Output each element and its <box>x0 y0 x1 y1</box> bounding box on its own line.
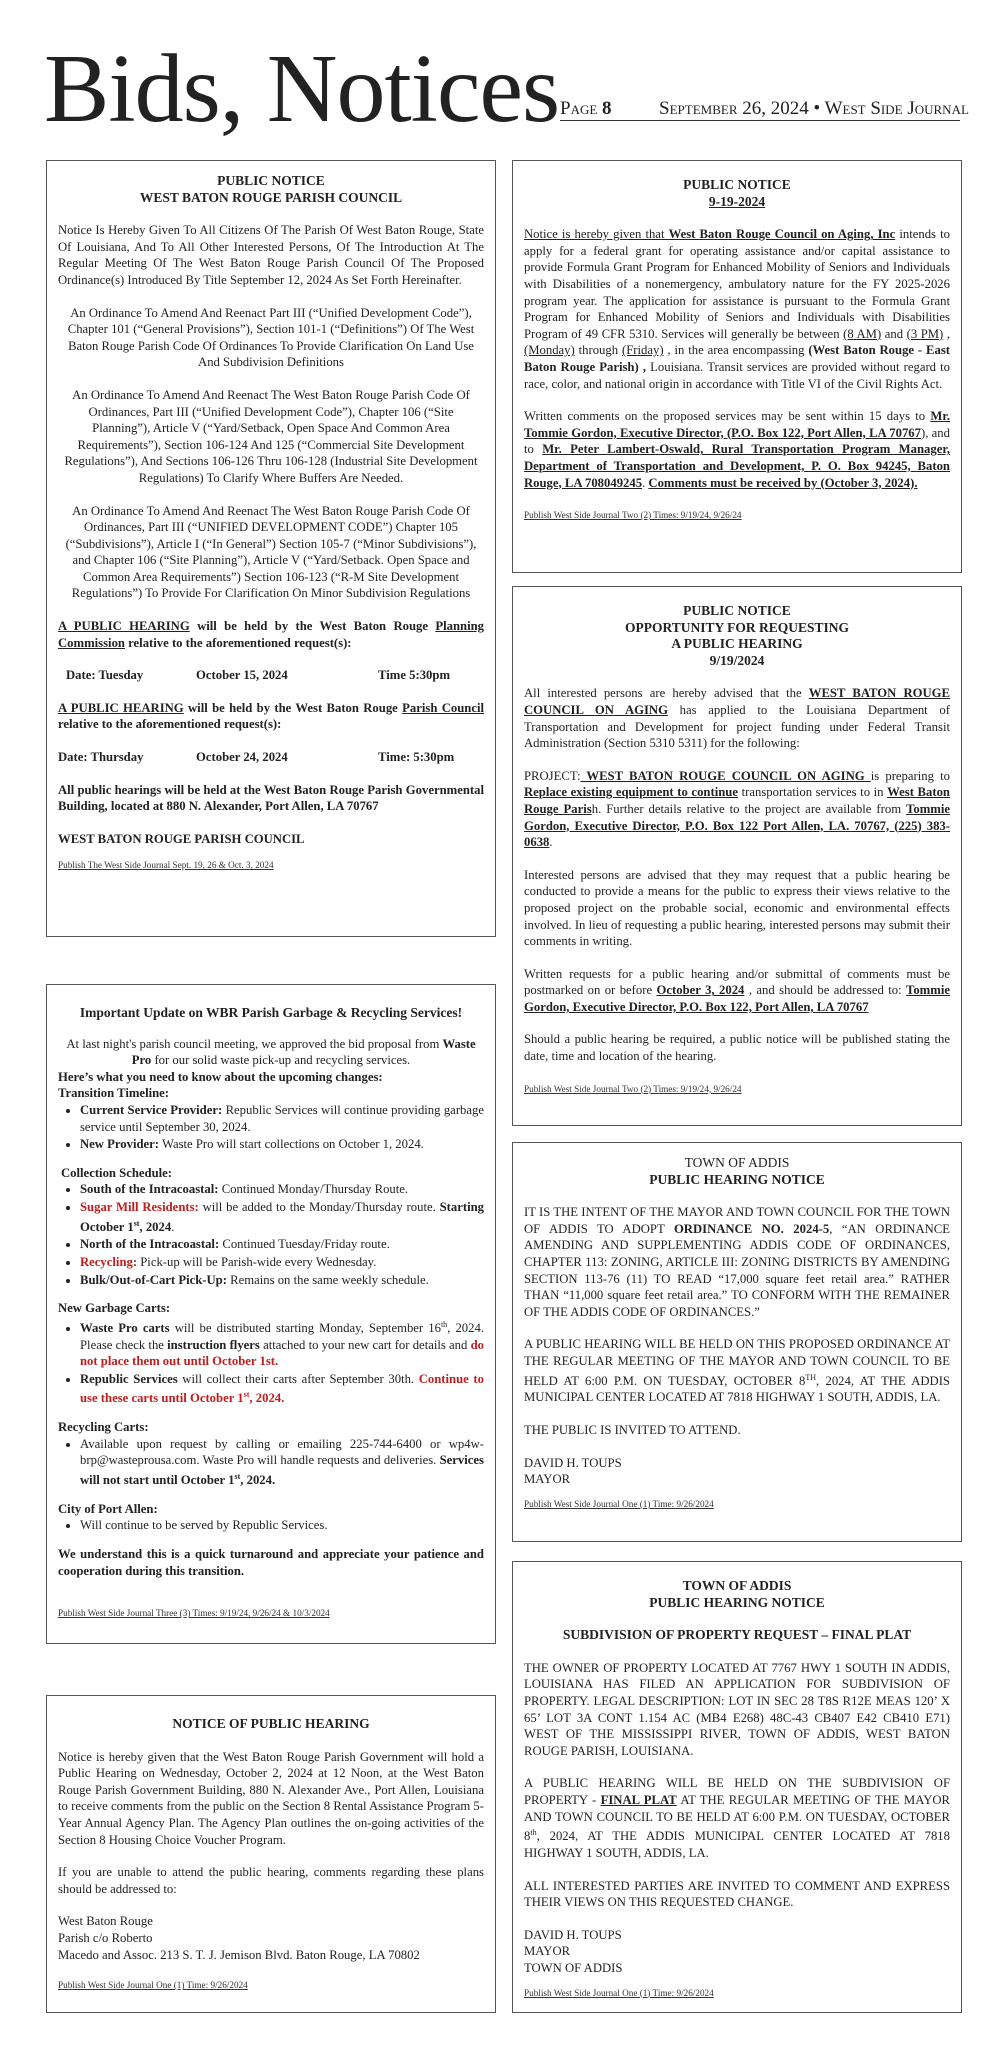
hearing-location: All public hearings will be held at the West Baton Rouge Parish Governmental Building, located at 880 N. Alexander, Port Allen, LA 70767 <box>58 782 484 814</box>
address-line: West Baton Rouge <box>58 1914 153 1929</box>
list-item <box>80 1371 484 1407</box>
text: Waste Pro <box>131 1036 476 1068</box>
text: do not place them out until October 1st. <box>80 1337 484 1369</box>
hearing-lead: A PUBLIC HEARING <box>58 700 184 715</box>
hearing-text: will be held by the West Baton Rouge <box>189 619 436 634</box>
text: FINAL PLAT <box>600 1792 677 1807</box>
text: transportation services to in <box>737 785 888 800</box>
text: h. Further details relative to the project are available from <box>591 801 907 816</box>
text: for our solid waste pick-up and recycling services. <box>151 1053 411 1068</box>
text: Replace existing equipment to continue <box>524 785 738 800</box>
text: and <box>881 326 907 341</box>
hearing-text: will be held by the West Baton Rouge <box>183 700 403 715</box>
text: Comments must be received by (October 3, 2024). <box>648 475 918 490</box>
text: , 2024. Please check the <box>80 1320 485 1352</box>
notice-body-1: Notice is hereby given that the West Baton Rouge Parish Government will hold a Public Hearing on Wednesday, October 2, 2024 at 12 Noon, at the West Baton Rouge Parish Government Building, 880 N. Alexander Ave., Port Allen, Louisiana to receive comments from the public on the Section 8 Rental Assistance Program 5-Year Annual Agency Plan. The Agency Plan outlines the on-going activities of the Section 8 Housing Choice Voucher Program. <box>58 1749 484 1847</box>
notice-addis-final-plat <box>512 1561 962 2013</box>
text: has applied to the Louisiana Department of Transportation and Development for project funding under Federal Transit Administration (Section 5310 5311) for the following: <box>524 702 950 751</box>
notice-body-5: Should a public hearing be required, a public notice will be published stating the date, time and location of the hearing. <box>524 1032 950 1064</box>
carts-list <box>58 1317 484 1407</box>
text: Starting October 1 <box>80 1199 484 1234</box>
hearing-body: Planning Commission <box>58 619 484 650</box>
text: st <box>133 1218 140 1228</box>
text: , in the area encompassing <box>663 343 809 358</box>
notice-subtitle: PUBLIC HEARING NOTICE <box>649 1594 825 1610</box>
text: , 2024, AT THE ADDIS MUNICIPAL CENTER LOCATED AT 7818 HIGHWAY 1 SOUTH, ADDIS, LA. <box>524 1373 950 1405</box>
text: intends to apply for a federal grant for operating assistance and/or capital assistance to provide Formula Grant Program for Enhanced Mobility of Seniors and Individuals with Disabilities of a nonemergency, ambulatory nature for the FY 2025-2026 program year. The application for assistance is pursuant to the Formula Grant Program for Enhanced Mobility of Seniors and Individuals with Disabilities Program of 49 CFR 5310. Services will generally be between <box>524 227 950 341</box>
notice-body-4 <box>524 966 950 1016</box>
text: (3 PM) <box>906 326 944 341</box>
signature: WEST BATON ROUGE PARISH COUNCIL <box>58 831 305 846</box>
timeline-list <box>58 1102 484 1153</box>
text: attached to your new cart for details and <box>259 1337 471 1352</box>
publish-line: Publish West Side Journal One (1) Time: 9/26/2024 <box>58 1980 248 1991</box>
list-item <box>80 1436 484 1489</box>
hearing-tail: relative to the aforementioned request(s): <box>58 717 282 732</box>
text: Written requests for a public hearing and/or submittal of comments must be postmarked on or before <box>524 966 950 998</box>
date-label: Date: Thursday <box>58 750 144 765</box>
notice-title: TOWN OF ADDIS <box>684 1155 790 1170</box>
hearing-planning-commission <box>58 618 484 651</box>
list-item <box>80 1272 484 1289</box>
hearing-date-row-2 <box>58 749 484 766</box>
list-item <box>80 1236 484 1253</box>
address-line: Parish c/o Roberto <box>58 1930 153 1945</box>
signature-org: TOWN OF ADDIS <box>524 1960 623 1975</box>
list-item <box>80 1102 484 1135</box>
text: , “AN ORDINANCE AMENDING AND SUPPLEMENTING ADDIS CODE OF ORDINANCES, CHAPTER 113: ZONING, ARTICLE III: ZONING DISTRICTS BY AMENDING SECTION 113-76 (11) TO READ “17,000 square feet retail area.” RATHER THAN “11,000 square feet retail area.” TO CONFORM WITH THE REMAINER OF THE ADDIS CODE OF ORDINANCES.” <box>524 1221 951 1319</box>
text: Notice is hereby given that <box>524 227 669 242</box>
text: st <box>243 1390 250 1400</box>
notice-subject: SUBDIVISION OF PROPERTY REQUEST – FINAL PLAT <box>562 1627 912 1643</box>
notice-body-3: ALL INTERESTED PARTIES ARE INVITED TO COMMENT AND EXPRESS THEIR VIEWS ON THIS REQUESTED CHANGE. <box>524 1878 950 1910</box>
text: Pick-up will be Parish-wide every Wednesday. <box>137 1254 377 1269</box>
text: West Baton Rouge Paris <box>524 785 950 816</box>
notice-title: Important Update on WBR Parish Garbage & Recycling Services! <box>79 1005 463 1020</box>
text: Mr. Peter Lambert-Oswald, Rural Transportation Program Manager, Department of Transportation and Development, P. O. Box 94245, Baton Rouge, LA 708049245 <box>524 442 950 490</box>
address-line: Macedo and Assoc. 213 S. T. J. Jemison Blvd. Baton Rouge, LA 70802 <box>58 1947 420 1962</box>
text: Services will not start until October 1 <box>80 1453 484 1488</box>
section-heading: Collection Schedule: <box>61 1165 173 1180</box>
publish-line: Publish West Side Journal One (1) Time: 9/26/2024 <box>524 1987 714 1998</box>
notice-body-1 <box>524 226 950 392</box>
section-heading: Transition Timeline: <box>58 1086 170 1101</box>
text: (8 AM) <box>843 326 882 341</box>
publish-line: Publish The West Side Journal Sept. 19, 26 & Oct. 3, 2024 <box>58 860 274 871</box>
hearing-lead: A PUBLIC HEARING <box>58 619 190 634</box>
list-item <box>80 1254 484 1271</box>
signature-name: DAVID H. TOUPS <box>524 1455 622 1470</box>
text: PROJECT: <box>524 768 581 783</box>
text: Republic Services will continue providing garbage service until September 30, 2024. <box>80 1102 484 1134</box>
text: will be added to the Monday/Thursday route. <box>198 1199 440 1214</box>
text: A PUBLIC HEARING WILL BE HELD ON THE SUBDIVISION OF PROPERTY - <box>524 1776 950 1807</box>
text: , 2024, AT THE ADDIS MUNICIPAL CENTER LOCATED AT 7818 HIGHWAY 1 SOUTH, ADDIS, LA. <box>524 1829 950 1860</box>
notice-body-2: If you are unable to attend the public hearing, comments regarding these plans should be addressed to: <box>58 1865 484 1896</box>
notice-opportunity-public-hearing <box>512 586 962 1126</box>
text: Continued Monday/Thursday Route. <box>218 1182 409 1197</box>
publish-line: Publish West Side Journal One (1) Time: 9/26/2024 <box>524 1498 714 1509</box>
text: (Monday) <box>524 343 575 358</box>
notice-title: PUBLIC NOTICE <box>217 173 325 188</box>
signature-title: MAYOR <box>524 1472 571 1487</box>
notice-addis-ordinance <box>512 1142 962 1542</box>
ordinance-3: An Ordinance To Amend And Reenact The West Baton Rouge Parish Code Of Ordinances, Part III (“UNIFIED DEVELOPMENT CODE”) Chapter 105 (“Subdivisions”), Article I (“In General”) Section 105-7 (“Minor Subdivisions”), and Chapter 106 (“Site Planning”), Article V (“Yard/Setback. Open Space and Common Area Requirements”) Section 106-123 (“R-M Site Development Regulations”) To Provide For Clarification On Minor Subdivision Regulations <box>65 503 477 601</box>
notice-subtitle: OPPORTUNITY FOR REQUESTING <box>624 619 850 635</box>
notice-parish-council <box>46 160 496 937</box>
text: West Baton Rouge Council on Aging, Inc <box>668 227 896 242</box>
schedule-list <box>58 1181 484 1288</box>
notice-body-1: THE OWNER OF PROPERTY LOCATED AT 7767 HWY 1 SOUTH IN ADDIS, LOUISIANA HAS FILED AN APPLICATION FOR SUBDIVISION OF PROPERTY. LEGAL DESCRIPTION: LOT IN SEC 28 T8S R12E MEAS 120’ X 65’ LOT 3A CONT 1.154 AC (MB4 E268) 48C-43 CB407 E42 CB410 E71) WEST OF THE MISSISSIPPI RIVER, TOWN OF ADDIS, WEST BATON ROUGE PARISH, LOUISIANA. <box>524 1660 950 1758</box>
text: WEST BATON ROUGE COUNCIL ON AGING <box>580 768 871 783</box>
text: will be distributed starting Monday, September 16 <box>169 1320 441 1335</box>
date-line: September 26, 2024 • West Side Journal <box>659 98 969 119</box>
text: (Friday) <box>621 343 664 358</box>
text: (West Baton Rouge - East Baton Rouge Parish) , <box>524 343 950 374</box>
text: , <box>943 326 951 341</box>
recycling-list <box>58 1436 484 1489</box>
text: ORDINANCE NO. 2024-5 <box>673 1221 830 1236</box>
page-meta <box>560 98 969 120</box>
text: Waste Pro carts <box>80 1320 170 1335</box>
masthead-rule <box>560 120 960 121</box>
text: instruction flyers <box>167 1337 260 1352</box>
text: WEST BATON ROUGE COUNCIL ON AGING <box>524 686 950 717</box>
text: . <box>549 835 553 850</box>
ordinance-1: An Ordinance To Amend And Reenact Part III (“Unified Development Code”), Chapter 101 (“General Provisions”), Section 101-1 (“Definitions”) Of The West Baton Rouge Parish Code Of Ordinances To Provide Clarification On Land Use And Subdivision Definitions <box>67 305 475 370</box>
section-heading: Recycling Carts: <box>58 1420 149 1435</box>
text: October 3, 2024 <box>656 983 745 998</box>
date-value: October 15, 2024 <box>196 668 288 683</box>
list-item <box>80 1199 484 1235</box>
notice-intro: Notice Is Hereby Given To All Citizens Of The Parish Of West Baton Rouge, State Of Louisiana, And To All Other Interested Persons, Of The Introduction At The Regular Meeting Of The West Baton Rouge Parish Council Of The Proposed Ordinance(s) Introduced By Title September 12, 2024 As Set Forth Hereinafter. <box>58 223 484 287</box>
text: , 2024. <box>249 1391 285 1406</box>
text: Mr. Tommie Gordon, Executive Director, (P.O. Box 122, Port Allen, LA 70767 <box>524 409 950 440</box>
hearing-tail: relative to the aforementioned request(s): <box>124 635 352 650</box>
text: All interested persons are hereby advised that the <box>524 686 809 701</box>
time-value: Time: 5:30pm <box>378 750 455 765</box>
notice-title: PUBLIC NOTICE <box>683 603 791 618</box>
text: , 2024 <box>139 1219 172 1234</box>
text: AT THE REGULAR MEETING OF THE MAYOR AND TOWN COUNCIL TO BE HELD AT 6:00 P.M. ON TUESDAY, OCTOBER 8 <box>524 1792 950 1844</box>
publish-line: Publish West Side Journal Two (2) Times: 9/19/24, 9/26/24 <box>524 1083 742 1094</box>
ordinance-2: An Ordinance To Amend And Reenact The West Baton Rouge Parish Code Of Ordinances, Part III (“Unified Development Code”), Chapter 106 (“Site Planning”), Article V (“Yard/Setback, Open Space And Common Area Requirements”), Section 106-124 And 125 (“Commercial Site Development Regulations”), And Sections 106-126 Thru 106-128 (Industrial Site Development Regulations) To Clarify Where Buffers Are Needed. <box>64 387 478 485</box>
notice-council-on-aging-grant <box>512 160 962 573</box>
notice-subtitle: 9-19-2024 <box>708 193 766 209</box>
notice-body-3: THE PUBLIC IS INVITED TO ATTEND. <box>524 1422 741 1437</box>
text: Waste Pro will start collections on October 1, 2024. <box>159 1137 424 1152</box>
closing-statement: We understand this is a quick turnaround and appreciate your patience and cooperation during this transition. <box>58 1546 484 1578</box>
text: Continue to use these carts until October 1 <box>80 1371 484 1406</box>
text: will collect their carts after September 30th. <box>177 1371 419 1386</box>
notice-body-1 <box>524 685 950 751</box>
notice-date: 9/19/2024 <box>709 652 765 668</box>
notice-body-2 <box>524 768 950 851</box>
notice-body-2 <box>524 1336 950 1406</box>
text: , 2024. <box>240 1473 276 1488</box>
notice-subtitle: PUBLIC HEARING NOTICE <box>649 1171 825 1187</box>
text: . <box>171 1219 175 1234</box>
text: Current Service Provider: <box>80 1102 223 1117</box>
page-number: 8 <box>602 98 612 119</box>
text: ), and to <box>524 425 950 457</box>
text: Bulk/Out-of-Cart Pick-Up: <box>80 1272 227 1287</box>
text: , and should be addressed to: <box>744 983 907 998</box>
text: is preparing to <box>870 768 950 783</box>
text: Louisiana. Transit services are provided without regard to race, color, and national origin in accordance with Title VI of the Civil Rights Act. <box>524 359 951 391</box>
notice-garbage-recycling-update <box>46 984 496 1644</box>
text: Continued Tuesday/Friday route. <box>219 1237 390 1252</box>
publish-line: Publish West Side Journal Two (2) Times: 9/19/24, 9/26/24 <box>524 510 742 521</box>
section-heading: City of Port Allen: <box>58 1501 158 1516</box>
text: Recycling: <box>80 1254 138 1269</box>
list-item <box>80 1181 484 1198</box>
port-allen-list <box>58 1517 484 1534</box>
section-heading: New Garbage Carts: <box>58 1301 171 1316</box>
text: Tommie Gordon, Executive Director, P.O. Box 122 Port Allen, LA. 70767, (225) 383-0638 <box>524 801 950 850</box>
text: th <box>530 1828 537 1838</box>
page-label: Page <box>560 98 598 119</box>
list-item <box>80 1317 484 1370</box>
text: TH <box>805 1372 816 1382</box>
text: through <box>574 343 622 358</box>
text: Republic Services <box>80 1371 178 1386</box>
notice-body-2 <box>524 1775 950 1861</box>
text: Tommie Gordon, Executive Director, P.O. Box 122, Port Allen, LA 70767 <box>524 983 950 1014</box>
notice-subtitle: A PUBLIC HEARING <box>671 636 803 652</box>
text: . <box>642 475 649 490</box>
text: South of the Intracoastal: <box>80 1182 219 1197</box>
text: Remains on the same weekly schedule. <box>226 1272 429 1287</box>
changes-heading: Here’s what you need to know about the upcoming changes: <box>58 1069 383 1084</box>
signature-name: DAVID H. TOUPS <box>524 1927 622 1942</box>
notice-intro <box>58 1036 484 1069</box>
text: th <box>440 1319 448 1329</box>
notice-subtitle: WEST BATON ROUGE PARISH COUNCIL <box>139 189 403 205</box>
list-item <box>80 1136 484 1153</box>
text: North of the Intracoastal: <box>80 1237 220 1252</box>
notice-title: PUBLIC NOTICE <box>683 177 791 192</box>
time-value: Time 5:30pm <box>378 668 451 683</box>
notice-title: NOTICE OF PUBLIC HEARING <box>172 1716 370 1731</box>
notice-body-2 <box>524 408 950 491</box>
hearing-body: Parish Council <box>402 700 485 715</box>
publish-line: Publish West Side Journal Three (3) Times: 9/19/24, 9/26/24 & 10/3/2024 <box>58 1608 330 1619</box>
text: Available upon request by calling or emailing 225-744-6400 or wp4w-brp@wasteprousa.com. Waste Pro will handle requests and deliveries. <box>80 1436 484 1468</box>
list-item: • Will continue to be served by Republic Services. <box>80 1517 484 1534</box>
date-label: Date: Tuesday <box>66 668 144 683</box>
date-value: October 24, 2024 <box>196 750 288 765</box>
text: At last night's parish council meeting, we approved the bid proposal from <box>66 1036 443 1051</box>
section-title: Bids, Notices <box>44 35 560 143</box>
text: A PUBLIC HEARING WILL BE HELD ON THIS PROPOSED ORDINANCE AT THE REGULAR MEETING OF THE MAYOR AND TOWN COUNCIL TO BE HELD AT 6:00 P.M. ON TUESDAY, OCTOBER 8 <box>524 1337 950 1388</box>
notice-body-1 <box>524 1204 950 1320</box>
text: New Provider: <box>80 1137 160 1152</box>
hearing-parish-council <box>58 700 484 733</box>
notice-section-8-hearing <box>46 1695 496 2013</box>
text: Sugar Mill Residents: <box>80 1199 199 1214</box>
signature-title: MAYOR <box>524 1944 571 1959</box>
text: Written comments on the proposed services may be sent within 15 days to <box>524 409 931 424</box>
hearing-date-row-1 <box>58 667 484 684</box>
notice-body-3: Interested persons are advised that they may request that a public hearing be conducted to provide a means for the public to express their views relative to the proposed project on the probable social, economic and environmental effects involved. In lieu of requesting a public hearing, interested persons may submit their comments in writing. <box>524 867 950 949</box>
text: IT IS THE INTENT OF THE MAYOR AND TOWN COUNCIL FOR THE TOWN OF ADDIS TO ADOPT <box>524 1205 950 1236</box>
notice-title: TOWN OF ADDIS <box>682 1578 792 1593</box>
text: st <box>234 1471 241 1481</box>
